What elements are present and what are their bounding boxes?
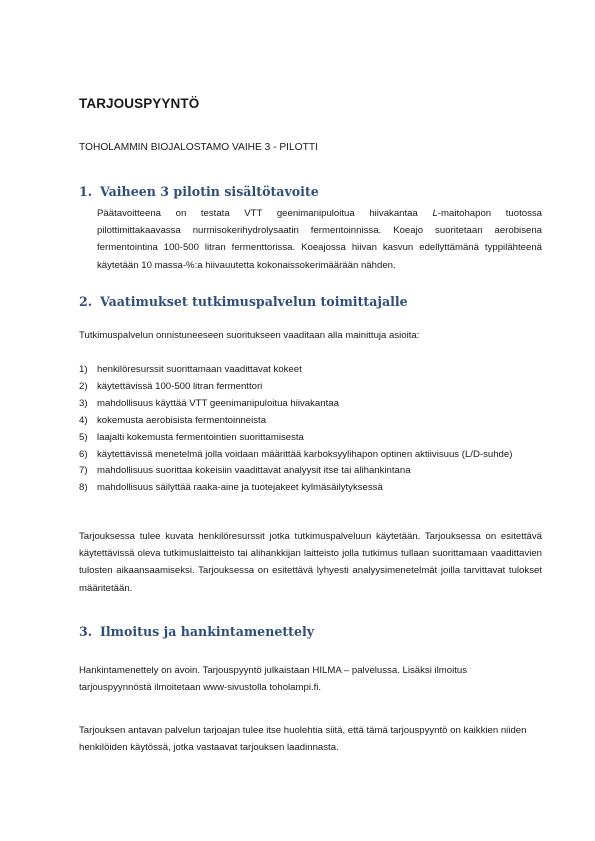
- section-3-paragraph-1: Hankintamenettely on avoin. Tarjouspyyntö julkaistaan HILMA – palvelussa. Lisäksi ilmoitus tarjouspyynnöstä ilmoitetaan www-sivustolla toholampi.fi.: [79, 665, 468, 694]
- list-item-text: käytettävissä 100-500 litran fermenttori: [97, 380, 263, 392]
- section-2-intro: Tutkimuspalvelun onnistuneeseen suoritukseen vaaditaan alla mainittuja asioita:: [79, 330, 420, 341]
- list-item-number: 4): [79, 414, 88, 426]
- section-1-body-italic: L: [432, 208, 438, 219]
- section-3-heading: [79, 624, 314, 639]
- section-1-body: [97, 205, 542, 274]
- list-item-text: henkilöresurssit suorittamaan vaadittavat kokeet: [97, 364, 302, 375]
- section-1-number: 1.: [79, 184, 93, 199]
- list-item-number: 3): [79, 397, 88, 409]
- document-subtitle: TOHOLAMMIN BIOJALOSTAMO VAIHE 3 - PILOTTI: [79, 142, 318, 153]
- list-item-text: mahdollisuus suorittaa kokeisiin vaadittavat analyysit itse tai alihankintana: [97, 465, 411, 477]
- requirements-list: [79, 362, 544, 497]
- list-item: [79, 447, 544, 464]
- section-3-number: 3.: [79, 624, 93, 639]
- section-2-title: Vaatimukset tutkimuspalvelun toimittajalle: [100, 294, 408, 309]
- list-item: [79, 480, 544, 497]
- list-item: [79, 396, 544, 413]
- list-item: [79, 463, 544, 480]
- list-item-text: kokemusta aerobisista fermentoinneista: [97, 414, 267, 426]
- list-item: [79, 413, 544, 430]
- list-item-number: 7): [79, 465, 88, 477]
- section-2-number: 2.: [79, 294, 93, 309]
- section-1-body-pre: Päätavoitteena on testata VTT geenimanipuloitua hiivakantaa: [97, 208, 433, 219]
- list-item: [79, 362, 544, 379]
- list-item-number: 1): [79, 364, 88, 375]
- list-item-number: 8): [79, 482, 88, 494]
- section-1-body-post: -maitohapon tuotossa pilottimittakaavassa nurmisokerihydrolysaatin fermentoinnissa. Koeajo suoritetaan aerobisena fermentointina 100-500 litran fermenttorissa. Koeajossa hiivan kasvun edellyttämänä typpilähteenä käytetään 10 massa-%:a hiivauutetta kokonaissokerimäärään nähden.: [97, 208, 542, 271]
- list-item: [79, 379, 544, 396]
- list-item-text: käytettävissä menetelmä jolla voidaan määrittää karboksyylihapon optinen aktiivisuus (L/D-suhde): [97, 448, 513, 460]
- list-item-number: 5): [79, 431, 88, 443]
- list-item-text: laajalti kokemusta fermentointien suorittamisesta: [97, 431, 304, 443]
- list-item: [79, 430, 544, 447]
- section-3-paragraph-2: Tarjouksen antavan palvelun tarjoajan tulee itse huolehtia siitä, että tämä tarjouspyyntö on kaikkien niiden henkilöiden käytössä, jotka vastaavat tarjouksen laadinnasta.: [79, 725, 527, 754]
- list-item-number: 2): [79, 380, 88, 392]
- section-2-closing: Tarjouksessa tulee kuvata henkilöresurssit jotka tutkimuspalveluun käytetään. Tarjouksessa on esitettävä käytettävissä oleva tutkimuslaitteisto tai alihankkijan laitteisto jolla tutkimus tullaan suorittamaan vaadittavien tulosten aikaansaamiseksi. Tarjouksessa on esitettävä lyhyesti analyysimenetelmät joilla tarvittavat tulokset määritetään.: [79, 531, 542, 594]
- document-title: TARJOUSPYYNTÖ: [79, 96, 200, 111]
- list-item-text: mahdollisuus käyttää VTT geenimanipuloitua hiivakantaa: [97, 397, 339, 409]
- section-1-title: Vaiheen 3 pilotin sisältötavoite: [100, 184, 319, 199]
- section-3-title: Ilmoitus ja hankintamenettely: [100, 624, 315, 639]
- section-2-heading: [79, 294, 408, 309]
- list-item-number: 6): [79, 448, 88, 460]
- list-item-text: mahdollisuus säilyttää raaka-aine ja tuotejakeet kylmäsäilytyksessä: [97, 482, 383, 494]
- section-1-heading: [79, 184, 319, 199]
